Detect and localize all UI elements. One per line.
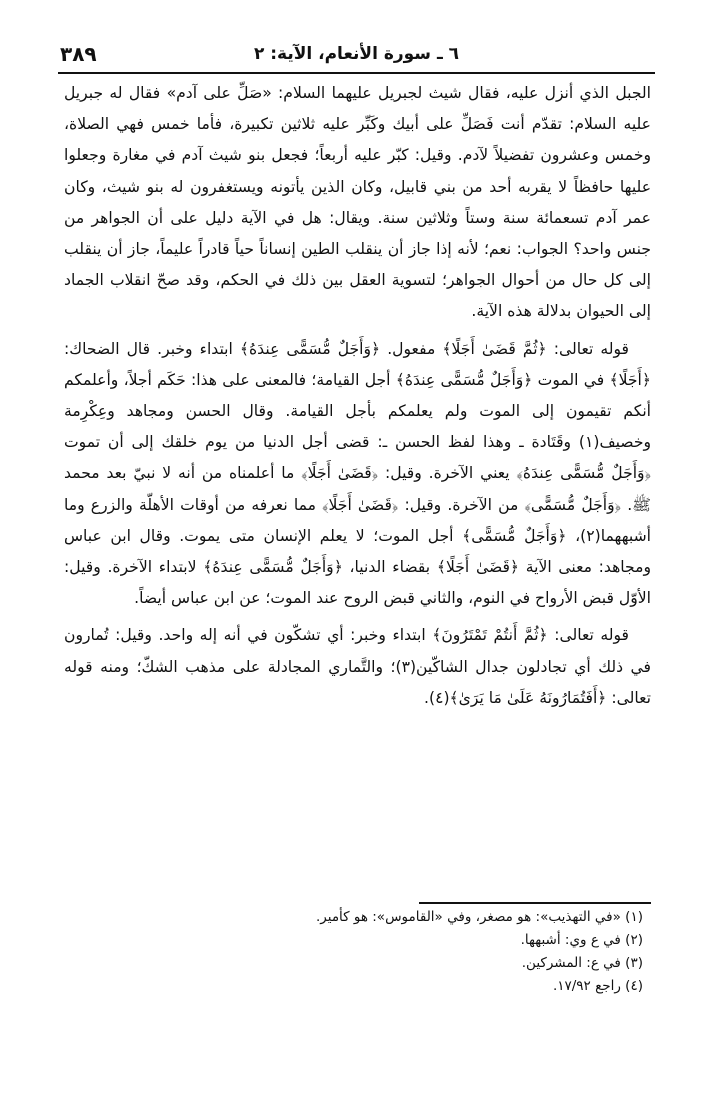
- footnote-divider: [419, 902, 651, 904]
- running-header: [58, 36, 655, 74]
- page-number: ٣٨٩: [60, 42, 97, 66]
- header-title: ٦ ـ سورة الأنعام، الآية: ٢: [253, 44, 460, 64]
- paragraph-2: قوله تعالى: ﴿ثُمَّ قَضَىٰ أَجَلًا﴾ مفعول. ﴿وَأَجَلٌ مُّسَمًّى عِندَهُ﴾ ابتداء وخبر. قال الضحاك: ﴿أَجَلًا﴾ في الموت ﴿وَأَجَلٌ مُّسَمًّى عِندَهُ﴾ أجل القيامة؛ فالمعنى على هذا: حَكَم أجلاً، وأعلمكم أنكم تقيمون إلى الموت ولم يعلمكم بأجل القيامة. وقال الحسن ومجاهد وعِكْرِمة وخصيف(١) وقَتَادة ـ وهذا لفظ الحسن ـ: قضى أجل الدنيا من يوم خلقك إلى أن تموت ﴿وَأَجَلٌ مُّسَمًّى عِندَهُ﴾ يعني الآخرة. وقيل: ﴿قَضَىٰ أَجَلًا﴾ ما أعلمناه من أنه لا نبيّ بعد محمد ﷺ. ﴿وَأَجَلٌ مُّسَمًّى﴾ من الآخرة. وقيل: ﴿قَضَىٰ أَجَلًا﴾ مما نعرفه من أوقات الأهلّة والزرع وما أشبههما(٢)، ﴿وَأَجَلٌ مُّسَمًّى﴾ أجل الموت؛ لا يعلم الإنسان متى يموت. وقال ابن عباس ومجاهد: معنى الآية ﴿قَضَىٰ أَجَلًا﴾ بقضاء الدنيا، ﴿وَأَجَلٌ مُّسَمًّى عِندَهُ﴾ لابتداء الآخرة. وقيل: الأوّل قبض الأرواح في النوم، والثاني قبض الروح عند الموت؛ عن ابن عباس أيضاً.: [64, 339, 651, 608]
- footnote-4: (٤) راجع ١٧/٩٢.: [552, 978, 643, 994]
- footnotes: [64, 906, 643, 998]
- paragraph-1: الجبل الذي أنزل عليه، فقال شيث لجبريل عليهما السلام: «صَلِّ على آدم» فقال له جبريل عليه السلام: تقدّم أنت فَصَلِّ على أبيك وكَبِّر عليه ثلاثين تكبيرة، فأما خمس فهي الصلاة، وخمس وعشرون تفضيلاً لآدم. وقيل: كبّر عليه أربعاً؛ فجعل بنو شيث آدم في مغارة وجعلوا عليها حافظاً لا يقربه أحد من بني قابيل، وكان الذين يأتونه ويستغفرون له بنو شيث، وكان عمر آدم تسعمائة سنة وستاً وثلاثين سنة. ويقال: هل في الآية دليل على أن الجواهر من جنس واحد؟ الجواب: نعم؛ لأنه إذا جاز أن ينقلب الطين إنساناً حياً قادراً عليماً، جاز أن ينقلب إلى كل حال من أحوال الجواهر؛ لتسوية العقل بين ذلك في الحكم، وقد صحّ انقلاب الجماد إلى الحيوان بدلالة هذه الآية.: [64, 84, 651, 321]
- footnote-3: (٣) في ع: المشركين.: [521, 955, 643, 971]
- footnote-2: (٢) في ع وي: أشبهها.: [520, 932, 643, 948]
- paragraph-3: قوله تعالى: ﴿ثُمَّ أَنتُمْ تَمْتَرُونَ﴾ ابتداء وخبر: أي تشكّون في أنه إله واحد. وقيل: تُمارون في ذلك أي تجادلون جدال الشاكّين(٣)؛ والتَّماري المجادلة على مذهب الشكّ؛ ومنه قوله تعالى: ﴿أَفَتُمَارُونَهُ عَلَىٰ مَا يَرَىٰ﴾(٤).: [64, 626, 651, 707]
- main-text: [64, 78, 651, 714]
- footnote-1: (١) «في التهذيب»: هو مصغر، وفي «القاموس»: هو كأمير.: [316, 909, 643, 925]
